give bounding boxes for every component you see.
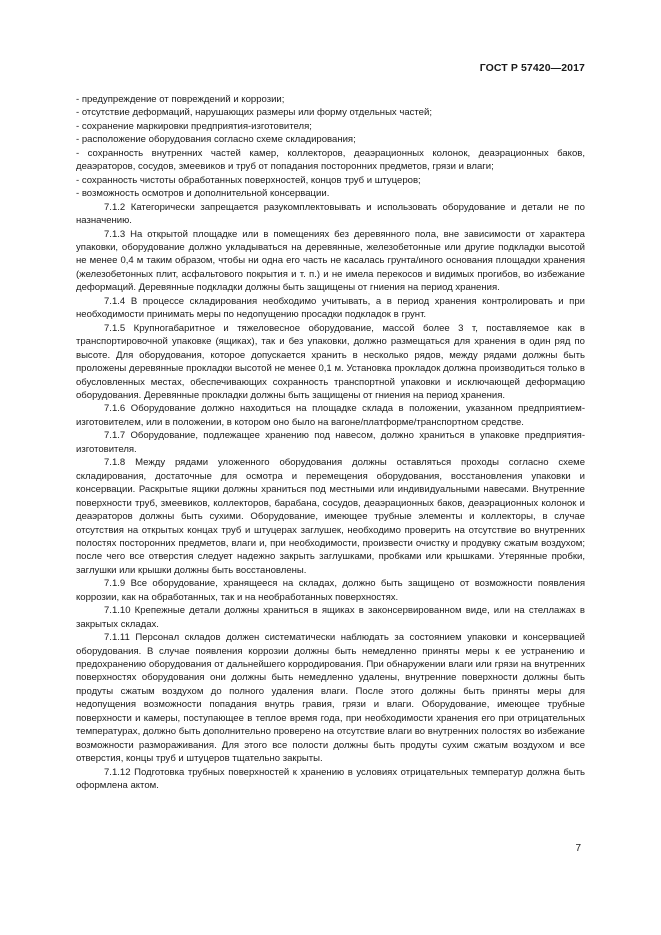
- paragraph-7-1-9: 7.1.9 Все оборудование, хранящееся на складах, должно быть защищено от возможности появления коррозии, как на обработанных, так и на необработанных поверхностях.: [76, 578, 585, 603]
- paragraph-7-1-7: 7.1.7 Оборудование, подлежащее хранению под навесом, должно храниться в упаковке предприятия-изготовителя.: [76, 430, 585, 455]
- paragraph-7-1-2: 7.1.2 Категорически запрещается разукомплектовывать и использовать оборудование и детали не по назначению.: [76, 201, 585, 227]
- paragraph-7-1-3: 7.1.3 На открытой площадке или в помещениях без деревянного пола, вне зависимости от характера упаковки, оборудование должно укладываться на деревянные, железобетонные или другие подкладки высотой не менее 0,4 м таким образом, чтобы ни одна его часть не касалась грунта/иного основания площадки хранения (железобетонных плит, асфальтового покрытия и т. п.) и не имела перекосов и видимых прогибов, во избежание деформаций. Деревянные подкладки должны быть защищены от гниения на период хранения.: [76, 228, 585, 294]
- paragraph-7-1-4: 7.1.4 В процессе складирования необходимо учитывать, а в период хранения контролировать и при необходимости принимать меры по недопущению просадки подкладок в грунт.: [76, 295, 585, 321]
- list-item: - отсутствие деформаций, нарушающих размеры или форму отдельных частей;: [76, 107, 432, 119]
- paragraph-7-1-6: 7.1.6 Оборудование должно находиться на площадке склада в положении, указанном предприятием-изготовителем, или в положении, в котором оно было на вагоне/платформе/транспортном средстве.: [76, 403, 585, 428]
- paragraph-7-1-5: 7.1.5 Крупногабаритное и тяжеловесное оборудование, массой более 3 т, поставляемое как в транспортировочной упаковке (ящиках), так и без упаковки, должно размещаться для хранения в один ряд по высоте. Для оборудования, которое допускается хранить в несколько рядов, между рядами должны быть проложены деревянные прокладки высотой не менее 0,1 м. Установка прокладок должна производиться только в обусловленных местах, обеспечивающих сохранность транспортной упаковки и исключающей деформацию оборудования. Деревянные прокладки должны быть защищены от гниения на период хранения.: [76, 322, 585, 401]
- paragraph-7-1-10: 7.1.10 Крепежные детали должны храниться в ящиках в законсервированном виде, или на стеллажах в закрытых складах.: [76, 605, 585, 630]
- list-item: - сохранение маркировки предприятия-изготовителя;: [76, 120, 312, 132]
- list-item: - расположение оборудования согласно схеме складирования;: [76, 134, 356, 146]
- list-item: - сохранность чистоты обработанных поверхностей, концов труб и штуцеров;: [76, 174, 421, 186]
- paragraph-7-1-11: 7.1.11 Персонал складов должен систематически наблюдать за состоянием упаковки и консервацией оборудования. В случае появления коррозии должны быть немедленно приняты меры к ее устранению и предохранению оборудования от дальнейшего корродирования. При обнаружении влаги или грязи на внутренних поверхностях оборудования они должны быть немедленно удалены, внутренние поверхности должны быть продуты сжатым воздухом до полного удаления влаги. После этого должны быть приняты меры для недопущения возможности попадания внутрь гравия, грязи и влаги. Оборудование, имеющее трубные поверхности и камеры, поступающее в теплое время года, при необходимости хранения его при отрицательных температурах, должно быть дополнительно проверено на отсутствие влаги во внутренних полостях во избежание возможности размораживания. Для этого все полости должны быть продуты сухим сжатым воздухом и все отверстия, концы труб и штуцеров тщательно закрыты.: [76, 632, 585, 765]
- paragraph-7-1-8: 7.1.8 Между рядами уложенного оборудования должны оставляться проходы согласно схеме складирования, достаточные для осмотра и перемещения оборудования, восстановления упаковки и консервации. Раскрытые ящики должны храниться под местными или индивидуальными навесами. Внутренние поверхности труб, змеевиков, коллекторов, барабана, сосудов, деаэрационных баков, деаэрационных колонок и деаэраторов должны быть сухими. Оборудование, имеющее трубные элементы и коллекторы, в случае отсутствия на открытых концах труб и штуцерах заглушек, необходимо проверить на отсутствие во внутренних полостях посторонних предметов, влаги и, при необходимости, произвести очистку и продувку сжатым воздухом; после чего все отверстия следует надежно закрыть заглушками, пробками или крышками. Утерянные пробки, заглушки или крышки должны быть восстановлены.: [76, 457, 585, 576]
- standard-designation: ГОСТ Р 57420—2017: [479, 62, 585, 74]
- page-number: 7: [575, 843, 581, 854]
- list-item: - предупреждение от повреждений и коррозии;: [76, 94, 285, 105]
- document-body: [76, 93, 585, 793]
- list-item: - возможность осмотров и дополнительной консервации.: [76, 188, 330, 200]
- list-item: - сохранность внутренних частей камер, коллекторов, деаэрационных колонок, деаэрационных баков, деаэраторов, сосудов, змеевиков и труб от попадания посторонних предметов, грязи и влаги;: [76, 147, 585, 173]
- paragraph-7-1-12: 7.1.12 Подготовка трубных поверхностей к хранению в условиях отрицательных температур должна быть оформлена актом.: [76, 766, 585, 792]
